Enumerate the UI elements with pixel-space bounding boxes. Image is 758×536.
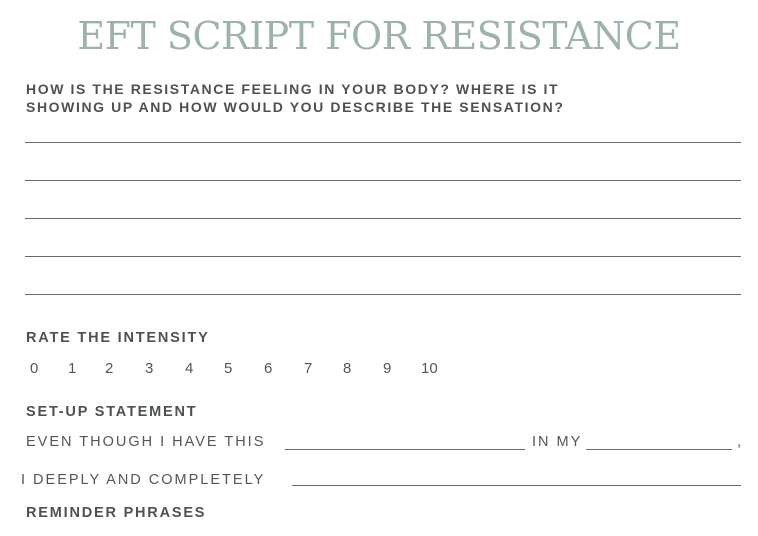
intensity-option-1[interactable]: 1 xyxy=(68,360,77,377)
intensity-option-0[interactable]: 0 xyxy=(30,360,39,377)
intensity-heading: RATE THE INTENSITY xyxy=(26,330,210,346)
answer-line-3[interactable] xyxy=(25,218,741,219)
answer-line-2[interactable] xyxy=(25,180,741,181)
intensity-option-4[interactable]: 4 xyxy=(185,360,194,377)
answer-line-4[interactable] xyxy=(25,256,741,257)
setup-line-2-prefix: I DEEPLY AND COMPLETELY xyxy=(21,472,266,488)
body-part-blank[interactable] xyxy=(586,449,732,450)
intensity-option-5[interactable]: 5 xyxy=(224,360,233,377)
intensity-option-8[interactable]: 8 xyxy=(343,360,352,377)
setup-heading: SET-UP STATEMENT xyxy=(26,404,198,420)
question-line-1: HOW IS THE RESISTANCE FEELING IN YOUR BODY? WHERE IS IT xyxy=(26,81,560,97)
intensity-option-6[interactable]: 6 xyxy=(264,360,273,377)
intensity-option-10[interactable]: 10 xyxy=(421,360,438,377)
intensity-option-2[interactable]: 2 xyxy=(105,360,114,377)
page-title: EFT SCRIPT FOR RESISTANCE xyxy=(77,14,681,58)
intensity-option-7[interactable]: 7 xyxy=(304,360,313,377)
setup-line-1-middle: IN MY xyxy=(532,434,583,450)
setup-line-1-prefix: EVEN THOUGH I HAVE THIS xyxy=(26,434,266,450)
intensity-option-3[interactable]: 3 xyxy=(145,360,154,377)
problem-blank[interactable] xyxy=(285,449,525,450)
reminder-heading: REMINDER PHRASES xyxy=(26,505,207,521)
resistance-question xyxy=(26,80,726,116)
question-line-2: SHOWING UP AND HOW WOULD YOU DESCRIBE THE SENSATION? xyxy=(26,99,565,115)
answer-line-1[interactable] xyxy=(25,142,741,143)
acceptance-blank[interactable] xyxy=(292,485,741,486)
answer-line-5[interactable] xyxy=(25,294,741,295)
setup-line-1-comma: , xyxy=(737,434,744,450)
intensity-option-9[interactable]: 9 xyxy=(383,360,392,377)
